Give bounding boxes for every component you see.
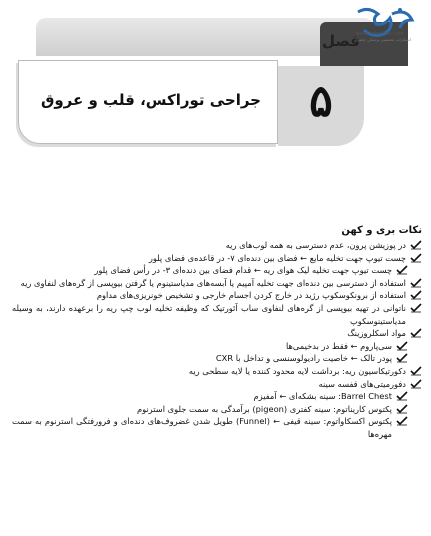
list-item [12,352,422,365]
list-item [12,252,422,265]
list-item-text: دفورمیتی‌های قفسه سینه [318,378,406,389]
chapter-title: جراحی توراکس، قلب و عروق [40,91,261,109]
list-item-text: چست تیوپ جهت تخلیه لیک هوای ریه ← قدام فضای بین دنده‌ای ۳- در رأس فضای پلور [94,265,392,276]
list-item [12,403,422,416]
chapter-number: ۵ [309,76,333,127]
checkmark-icon [410,240,422,250]
list-item-text: پودر تالک ← خاصیت رادیولوسنسی و تداخل با CXR [215,353,392,364]
checkmark-icon [410,278,422,288]
checkmark-icon [410,328,422,338]
checkmark-icon [410,303,422,313]
list-item-text: Barrel Chest: سینه بشکه‌ای ← آمفیزم [253,391,392,402]
chapter-label: فصل [322,32,360,50]
list-item-text: دکورتیکاسیون ریه: برداشت لایه محدود کننده یا لایه سطحی ریه [188,365,406,376]
checkmark-icon [410,253,422,263]
chapter-number-box [278,66,364,146]
list-item [12,415,422,440]
list-item [12,302,422,327]
notes-list [12,239,422,441]
logo-url: www.JafariPub.com [356,31,404,37]
checkmark-icon [396,416,408,426]
list-item-text: مواد اسکلروزینگ [347,328,406,339]
checkmark-icon [396,265,408,275]
list-item-text: در پوزیشن پرون، عدم دسترسی به همه لوب‌های ریه [225,240,406,250]
chapter-title-box [18,60,278,144]
list-item [12,340,422,353]
list-item [12,264,422,277]
list-item-text: پکتوس کاریناتوم: سینه کفتری (pigeon) برآمدگی به سمت جلوی استرنوم [136,403,392,414]
list-item-text: سی‌پاروم ← فقط در بدخیمی‌ها [285,340,392,351]
list-item [12,327,422,340]
checkmark-icon [396,404,408,414]
list-item [12,277,422,290]
list-item [12,289,422,302]
logo-tagline: انتشارات تخصصی پزشکی جعفری [354,37,411,42]
list-item [12,365,422,378]
notes-section [12,225,422,441]
checkmark-icon [396,341,408,351]
list-item-text: استفاده از دسترسی بین دنده‌ای جهت تخلیه آمپیم یا آبسه‌های مدیاستینوم یا گرفتن بیوپسی از گره‌های لنفاوی ریه [20,277,406,288]
checkmark-icon [396,353,408,363]
list-item [12,390,422,403]
checkmark-icon [410,366,422,376]
checkmark-icon [396,391,408,401]
checkmark-icon [410,290,422,300]
checkmark-icon [410,379,422,389]
section-title: نکات بری و کهن [341,225,422,236]
list-item [12,239,422,252]
list-item-text: پکتوس اکسکاواتوم: سینه قیفی ← (Funnel) طویل شدن غضروف‌های دنده‌ای و فرورفتگی استرنوم به سمت مهره‌ها [12,416,393,439]
list-item-text: ناتوانی در تهیه بیوپسی از گره‌های لنفاوی ساب آئورتیک که وظیفه تخلیه لوب چپ ریه را برعهده دارند، به وسیله مدیاستینوسکوپ [12,302,406,326]
list-item-text: استفاده از برونکوسکوپ رژید در خارج کردن اجسام خارجی و تشخیص خونریزی‌های مداوم [96,290,406,301]
list-item [12,378,422,391]
list-item-text: چست تیوپ جهت تخلیه مایع ← فضای بین دنده‌ای ۷- در قاعده‌ی فضای پلور [148,252,406,263]
